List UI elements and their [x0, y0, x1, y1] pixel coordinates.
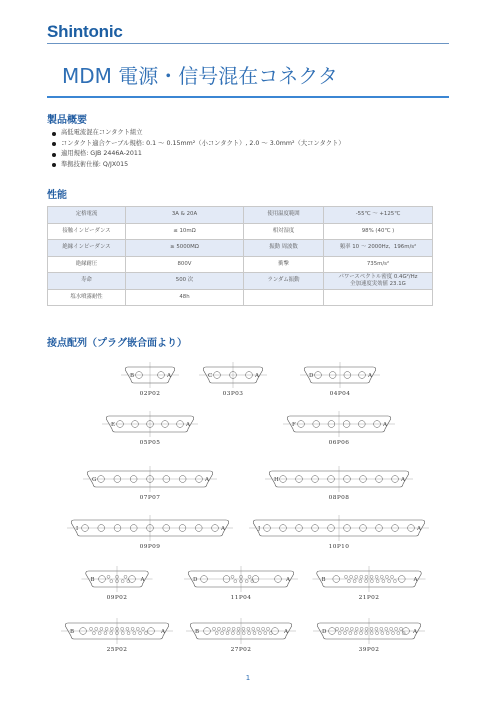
- signal-contact: [385, 575, 388, 578]
- signal-contact: [400, 627, 403, 630]
- signal-contact: [350, 627, 353, 630]
- signal-contact: [104, 632, 107, 635]
- pin-letter-left: B: [90, 577, 95, 583]
- performance-cell-text: 48h: [179, 293, 190, 300]
- pin-letter-left: F: [292, 422, 296, 428]
- signal-contact: [133, 632, 136, 635]
- pin-letter-left: J: [258, 526, 261, 532]
- signal-contact: [242, 632, 245, 635]
- connector-label: 07P07: [139, 495, 161, 501]
- performance-cell-text: -55℃ ～ +125℃: [355, 211, 401, 218]
- signal-contact: [365, 627, 368, 630]
- pin-letter-left: C: [208, 373, 213, 379]
- overview-item: 適用規格: GJB 2446A-2011: [52, 149, 345, 160]
- signal-contact: [349, 632, 352, 635]
- signal-contact: [253, 632, 256, 635]
- signal-contact: [360, 575, 363, 578]
- signal-contact: [360, 632, 363, 635]
- signal-contact: [370, 575, 373, 578]
- signal-contact: [142, 627, 145, 630]
- pin-letter-right: A: [401, 477, 405, 483]
- signal-contact: [375, 627, 378, 630]
- signal-contact: [98, 632, 101, 635]
- pin-letter-left: B: [130, 373, 135, 379]
- performance-cell-text: 定格電流: [75, 211, 98, 218]
- connector-11P04: [184, 566, 298, 601]
- connector-label: 03P03: [222, 391, 244, 397]
- connector-label: 06P06: [328, 440, 350, 446]
- performance-cell-text: 接触インピーダンス: [62, 227, 111, 234]
- signal-contact: [386, 632, 389, 635]
- pin-letter-left: H: [274, 477, 279, 483]
- signal-contact: [350, 575, 353, 578]
- performance-cell-text: 頻率 10 ～ 2000Hz、196m/s²: [339, 244, 417, 251]
- signal-contact: [222, 627, 225, 630]
- connector-39P02: [313, 618, 425, 653]
- connector-25P02: [61, 618, 173, 653]
- page-title: MDM 電源・信号混在コネクタ: [62, 64, 338, 88]
- performance-cell-text: 塩水噴霧耐性: [70, 293, 103, 300]
- signal-contact: [365, 632, 368, 635]
- performance-heading: 性能: [47, 190, 67, 201]
- signal-contact: [370, 627, 373, 630]
- connector-label: 02P02: [139, 391, 161, 397]
- performance-cell-text: ランダム振動: [267, 277, 300, 284]
- connector-05P05: [102, 411, 198, 446]
- signal-contact: [245, 580, 248, 583]
- signal-contact: [380, 575, 383, 578]
- pin-letter-left: E: [111, 422, 116, 428]
- signal-contact: [353, 580, 356, 583]
- performance-cell-text: 絶縁インピーダンス: [62, 244, 111, 251]
- signal-contact: [380, 627, 383, 630]
- signal-contact: [139, 632, 142, 635]
- connector-label: 21P02: [358, 595, 380, 601]
- pin-letter-left: B: [195, 629, 200, 635]
- signal-contact: [359, 580, 362, 583]
- pin-letter-right: A: [413, 577, 418, 583]
- performance-cell-text: 800V: [177, 260, 192, 267]
- signal-contact: [227, 627, 230, 630]
- signal-contact: [121, 627, 124, 630]
- signal-contact: [376, 632, 379, 635]
- signal-contact: [365, 575, 368, 578]
- pin-letter-right: A: [140, 577, 145, 583]
- signal-contact: [347, 580, 350, 583]
- signal-contact: [388, 580, 391, 583]
- pin-letter-left: I: [76, 526, 79, 532]
- connector-03P03: [199, 362, 267, 397]
- connector-label: 09P02: [106, 595, 128, 601]
- signal-contact: [124, 575, 127, 578]
- signal-contact: [105, 627, 108, 630]
- signal-contact: [237, 632, 240, 635]
- connector-08P08: [265, 466, 413, 501]
- signal-contact: [231, 575, 234, 578]
- signal-contact: [136, 627, 139, 630]
- connector-21P02: [313, 566, 426, 601]
- connector-label: 25P02: [106, 647, 128, 653]
- signal-contact: [232, 627, 235, 630]
- signal-contact: [247, 627, 250, 630]
- signal-contact: [131, 627, 134, 630]
- signal-contact: [354, 632, 357, 635]
- performance-cell-text: ≤ 10mΩ: [173, 227, 196, 234]
- connector-label: 39P02: [358, 647, 380, 653]
- signal-contact: [226, 632, 229, 635]
- pin-letter-right: A: [413, 629, 417, 635]
- signal-contact: [375, 575, 378, 578]
- signal-contact: [144, 632, 147, 635]
- signal-contact: [336, 627, 339, 630]
- signal-contact: [360, 627, 363, 630]
- connector-07P07: [83, 466, 217, 501]
- connector-02P02: [121, 362, 179, 397]
- signal-contact: [110, 580, 113, 583]
- signal-contact: [121, 580, 124, 583]
- pin-letter-left: B: [70, 629, 75, 635]
- connector-label: 10P10: [328, 544, 350, 550]
- signal-contact: [345, 627, 348, 630]
- signal-contact: [242, 627, 245, 630]
- pin-letter-left: B: [321, 577, 326, 583]
- pin-letter-right: A: [205, 477, 209, 483]
- pin-letter-left: D: [193, 577, 198, 583]
- signal-contact: [390, 627, 393, 630]
- signal-contact: [397, 632, 400, 635]
- signal-contact: [217, 627, 220, 630]
- pin-letter-right: A: [221, 526, 225, 532]
- signal-contact: [110, 627, 113, 630]
- overview-item: 準拠技術仕様: Q/JX015: [52, 160, 345, 171]
- signal-contact: [127, 632, 130, 635]
- signal-contact: [395, 627, 398, 630]
- pin-letter-left: D: [322, 629, 327, 635]
- signal-contact: [376, 580, 379, 583]
- pin-letter-left: G: [92, 477, 97, 483]
- performance-cell-text: 絶縁耐圧: [75, 260, 98, 267]
- connector-label: 08P08: [328, 495, 350, 501]
- connector-27P02: [186, 618, 296, 653]
- connector-10P10: [249, 515, 429, 550]
- signal-contact: [90, 627, 93, 630]
- signal-contact: [355, 627, 358, 630]
- signal-contact: [95, 627, 98, 630]
- connector-label: 05P05: [139, 440, 161, 446]
- signal-contact: [100, 627, 103, 630]
- signal-contact: [107, 575, 110, 578]
- performance-cell-text: 3A & 20A: [171, 211, 198, 218]
- signal-contact: [264, 632, 267, 635]
- signal-contact: [258, 632, 261, 635]
- performance-cell-text: 衝撃: [278, 260, 289, 267]
- overview-heading: 製品概要: [47, 115, 87, 126]
- signal-contact: [392, 632, 395, 635]
- performance-cell-text: 使用温度範囲: [267, 211, 300, 218]
- signal-contact: [257, 627, 260, 630]
- pin-letter-left: D: [309, 373, 314, 379]
- pin-letter-right: A: [417, 526, 421, 532]
- connector-09P02: [82, 566, 153, 601]
- connector-label: 11P04: [230, 595, 252, 601]
- performance-cell-text: ≥ 5000MΩ: [170, 244, 199, 251]
- overview-item: コンタクト適合ケーブル規格: 0.1 ～ 0.15mm²（小コンタクト）, 2.0 ～ 3.0mm²（大コンタクト）: [52, 139, 345, 150]
- contacts-heading: 接点配列（プラグ嵌合面より）: [47, 338, 187, 349]
- signal-contact: [252, 627, 255, 630]
- pin-letter-right: A: [368, 373, 372, 379]
- performance-cell-text: 寿命: [81, 277, 92, 284]
- connector-label: 04P04: [329, 391, 351, 397]
- performance-cell-text: 500 次: [175, 277, 194, 284]
- signal-contact: [382, 580, 385, 583]
- connector-09P09: [67, 515, 233, 550]
- signal-contact: [340, 627, 343, 630]
- signal-contact: [370, 580, 373, 583]
- signal-contact: [385, 627, 388, 630]
- signal-contact: [110, 632, 113, 635]
- signal-contact: [393, 580, 396, 583]
- performance-cell-text: 相対湿度: [272, 227, 295, 234]
- signal-contact: [234, 580, 237, 583]
- performance-cell-text: 98% (40℃ ): [361, 227, 395, 234]
- signal-contact: [121, 632, 124, 635]
- performance-cell-text: 735m/s²: [366, 260, 390, 267]
- signal-contact: [126, 627, 129, 630]
- signal-contact: [370, 632, 373, 635]
- signal-contact: [338, 632, 341, 635]
- connector-label: 27P02: [230, 647, 252, 653]
- signal-contact: [213, 627, 216, 630]
- signal-contact: [381, 632, 384, 635]
- signal-contact: [365, 580, 368, 583]
- connector-04P04: [300, 362, 380, 397]
- connector-06P06: [283, 411, 395, 446]
- pin-letter-right: A: [167, 373, 171, 379]
- performance-cell-text: 振動 周波数: [269, 244, 298, 251]
- signal-contact: [267, 627, 270, 630]
- performance-cell-text: 全加速度実効値 23.1G: [350, 280, 406, 287]
- signal-contact: [92, 632, 95, 635]
- signal-contact: [248, 575, 251, 578]
- pin-letter-right: A: [255, 373, 259, 379]
- signal-contact: [248, 632, 251, 635]
- signal-contact: [237, 627, 240, 630]
- signal-contact: [344, 632, 347, 635]
- signal-contact: [345, 575, 348, 578]
- pin-letter-right: A: [286, 577, 290, 583]
- pin-letter-right: A: [284, 629, 288, 635]
- performance-cell-text: パワースペクトル密度 0.4G²/Hz: [338, 274, 418, 280]
- connector-label: 09P09: [139, 544, 161, 550]
- pin-letter-right: A: [186, 422, 190, 428]
- signal-contact: [231, 632, 234, 635]
- brand-logo: Shintonic: [47, 22, 123, 41]
- signal-contact: [215, 632, 218, 635]
- pin-letter-right: A: [161, 629, 165, 635]
- signal-contact: [391, 575, 394, 578]
- overview-item: 高低電流混在コンタクト組立: [52, 128, 345, 139]
- page-number: 1: [245, 674, 251, 682]
- signal-contact: [262, 627, 265, 630]
- signal-contact: [221, 632, 224, 635]
- signal-contact: [355, 575, 358, 578]
- pin-letter-right: A: [383, 422, 387, 428]
